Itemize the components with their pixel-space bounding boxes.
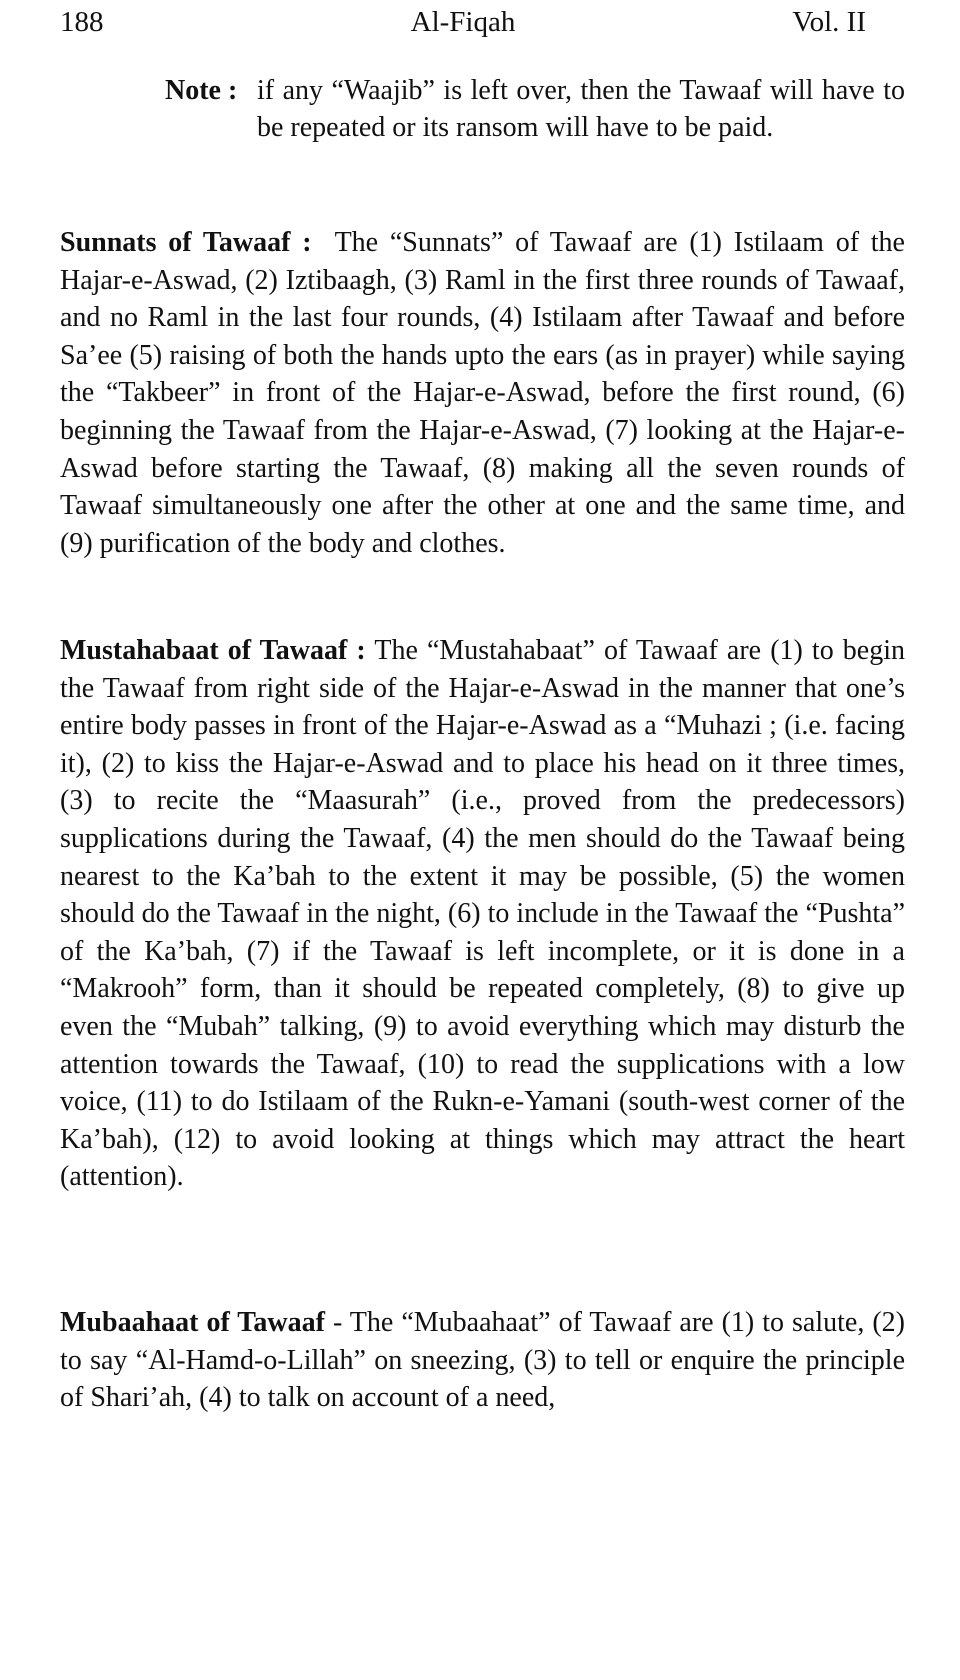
running-header <box>60 4 866 40</box>
mubaahaat-separator: - <box>324 1307 350 1338</box>
sunnats-paragraph <box>60 224 905 562</box>
mubaahaat-text: The “Mubaahaat” of Tawaaf are (1) to salute, (2) to say “Al-Hamd-o-Lillah” on sneezing, (3) to tell or enquire the principle of Shari’ah, (4) to talk on account of a need, <box>60 1307 905 1414</box>
mustahabaat-paragraph <box>60 632 905 1196</box>
mustahabaat-heading: Mustahabaat of Tawaaf : <box>60 635 366 666</box>
note-label: Note : <box>165 75 238 106</box>
sunnats-heading: Sunnats of Tawaaf : <box>60 227 312 258</box>
book-title: Al-Fiqah <box>410 6 516 38</box>
note-text: if any “Waajib” is left over, then the Tawaaf will have to be repeated or its ransom will have to be paid. <box>257 75 905 143</box>
page-number: 188 <box>60 6 104 38</box>
mubaahaat-paragraph <box>60 1304 905 1417</box>
sunnats-text: The “Sunnats” of Tawaaf are (1) Istilaam of the Hajar-e-Aswad, (2) Iztibaagh, (3) Raml in the first three rounds of Tawaaf, and no Raml in the last four rounds, (4) Istilaam after Tawaaf and before Sa’ee (5) raising of both the hands upto the ears (as in prayer) while saying the “Takbeer” in front of the Hajar-e-Aswad, before the first round, (6) beginning the Tawaaf from the Hajar-e-Aswad, (7) looking at the Hajar-e-Aswad before starting the Tawaaf, (8) making all the seven rounds of Tawaaf simultaneously one after the other at one and the same time, and (9) purification of the body and clothes. <box>60 227 905 559</box>
mustahabaat-text: The “Mustahabaat” of Tawaaf are (1) to begin the Tawaaf from right side of the Hajar-e-Aswad in the manner that one’s entire body passes in front of the Hajar-e-Aswad as a “Muhazi ; (i.e. facing it), (2) to kiss the Hajar-e-Aswad and to place his head on it three times, (3) to recite the “Maasurah” (i.e., proved from the predecessors) supplications during the Tawaaf, (4) the men should do the Tawaaf being nearest to the Ka’bah to the extent it may be possible, (5) the women should do the Tawaaf in the night, (6) to include in the Tawaaf the “Pushta” of the Ka’bah, (7) if the Tawaaf is left incomplete, or it is done in a “Makrooh” form, than it should be repeated completely, (8) to give up even the “Mubah” talking, (9) to avoid everything which may disturb the attention towards the Tawaaf, (10) to read the supplications with a low voice, (11) to do Istilaam of the Rukn-e-Yamani (south-west corner of the Ka’bah), (12) to avoid looking at things which may attract the heart (attention). <box>60 635 906 1193</box>
volume-label: Vol. II <box>792 6 866 38</box>
mubaahaat-heading: Mubaahaat of Tawaaf <box>60 1307 325 1338</box>
note-block <box>165 72 905 146</box>
